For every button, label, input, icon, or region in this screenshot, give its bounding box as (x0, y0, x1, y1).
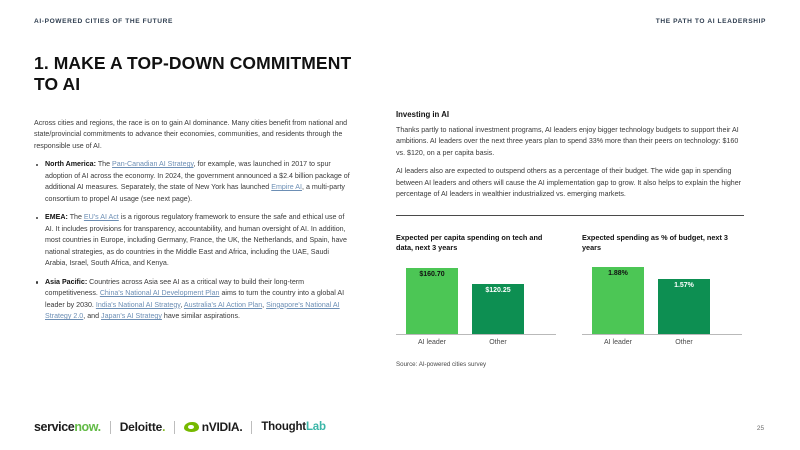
right-paragraph-2: AI leaders also are expected to outspend others as a percentage of their budget. The wide gap in spending between AI leaders and others will cause the AI implementation gap to grow. It also helps to explain the higher percentage of AI leaders in wealthier industrialized vs. emerging markets. (396, 167, 742, 199)
bar-value-label: 1.88% (608, 270, 628, 278)
bullet-text-segment: Countries across Asia see AI as a critical way to build their long-term competitiveness. (45, 277, 305, 298)
category-labels (582, 339, 742, 346)
bar-value-label: $120.25 (485, 287, 511, 295)
logo-separator (251, 421, 252, 434)
bullet-text-segment: , (180, 300, 184, 309)
logo-servicenow (34, 420, 101, 434)
running-header (34, 18, 766, 25)
category-labels (396, 339, 556, 346)
inline-link[interactable]: India's National AI Strategy (95, 300, 181, 309)
inline-link[interactable]: China's National AI Development Plan (99, 289, 220, 298)
panel-heading: Investing in AI (396, 110, 449, 119)
category-label: AI leader (603, 339, 633, 346)
bar-group (582, 260, 742, 334)
bar-value-label: $160.70 (419, 271, 445, 279)
inline-link[interactable]: Japan's AI Strategy (101, 312, 162, 321)
bullet-text-segment: have similar aspirations. (161, 312, 240, 321)
charts-container (396, 233, 744, 346)
header-left-text: AI-POWERED CITIES OF THE FUTURE (34, 18, 173, 25)
category-label: Other (489, 339, 507, 346)
bullet-text-segment: The (95, 160, 113, 169)
bullet-text-segment: , and (83, 312, 102, 321)
region-bullet-label: EMEA: (45, 213, 68, 222)
chart-source-note: Source: AI-powered cities survey (396, 361, 487, 368)
bullet-text-segment: The (67, 213, 84, 222)
region-bullet-item (34, 212, 352, 269)
thoughtlab-wordmark: ThoughtLab (261, 421, 326, 433)
region-bullet-label: North America: (45, 160, 96, 169)
bar (406, 268, 458, 334)
logo-nvidia (184, 420, 242, 434)
bar-column (406, 260, 458, 334)
footer-logo-bar (34, 420, 326, 434)
region-bullet-label: Asia Pacific: (45, 277, 88, 286)
logo-deloitte (120, 420, 166, 434)
bar-value-label: 1.57% (674, 281, 694, 289)
chart-title: Expected per capita spending on tech and data, next 3 years (396, 233, 543, 253)
servicenow-wordmark: servicenow. (34, 420, 101, 434)
chart-baseline-axis (396, 334, 556, 335)
logo-separator (174, 421, 175, 434)
bar-group (396, 260, 556, 334)
inline-link[interactable]: Australia's AI Action Plan (183, 300, 263, 309)
nvidia-wordmark: nVIDIA. (201, 420, 243, 434)
inline-link[interactable]: EU's AI Act (83, 213, 119, 222)
bar (592, 267, 644, 334)
logo-thoughtlab (261, 421, 325, 433)
deloitte-wordmark: Deloitte. (119, 420, 166, 434)
region-bullet-list (34, 159, 352, 322)
horizontal-divider (396, 215, 744, 216)
category-label: AI leader (417, 339, 447, 346)
region-bullet-item (34, 277, 352, 323)
logo-separator (110, 421, 111, 434)
chart-title: Expected spending as % of budget, next 3 years (582, 233, 728, 253)
bar-column (472, 260, 524, 334)
bullet-text-segment: , a multi-party consortium to propel AI usage (see next page). (45, 183, 345, 203)
bullet-text-segment: is a rigorous regulatory framework to ensure the safe and ethical use of AI. It includes provisions for transparency, accountability, and human oversight of AI. In addition, most countries in Europe, including Germany, France, the UK, the Netherlands, and Spain, have national strategies, as do countries in the Middle East and Africa, including the UAE, Saudi Arabia, Israel, South Africa, and Kenya. (45, 213, 347, 268)
bar-chart (396, 233, 556, 346)
bullet-text-segment: , (262, 300, 267, 309)
right-column (396, 110, 744, 368)
bullet-text-segment: , for example, was launched in 2017 to spur adoption of AI across the economy. In 2024, the government announced a $2.4 billion package of additional AI measures. Separately, the state of New York has launched (45, 160, 350, 192)
page-number: 25 (756, 425, 764, 432)
bar-chart (582, 233, 742, 346)
chart-baseline-axis (582, 334, 742, 335)
bullet-text-segment: aims to turn the country into a global AI leader by 2030. (45, 289, 345, 309)
right-paragraph-1: Thanks partly to national investment programs, AI leaders enjoy bigger technology budgets to support their AI ambitions. AI leaders over the next three years plan to spend 33% more than their peers on technology: $160 vs. $120, on a per capita basis. (396, 126, 739, 157)
bar-column (658, 260, 710, 334)
bar-column (592, 260, 644, 334)
inline-link[interactable]: Empire AI (271, 183, 302, 192)
category-label: Other (675, 339, 693, 346)
bar (658, 279, 710, 335)
region-bullet-item (34, 159, 352, 205)
nvidia-eye-icon (184, 422, 199, 432)
inline-link[interactable]: Singapore's National AI Strategy 2.0 (45, 300, 340, 321)
intro-paragraph: Across cities and regions, the race is on to gain AI dominance. Many cities benefit from national and state/provincial commitments to advance their economies, communities, and residents through the responsible use of AI. (34, 119, 348, 150)
header-right-text: THE PATH TO AI LEADERSHIP (655, 18, 766, 25)
page-title: 1. MAKE A TOP-DOWN COMMITMENT TO AI (34, 53, 352, 95)
inline-link[interactable]: Pan-Canadian AI Strategy (112, 160, 194, 169)
left-column (34, 118, 352, 330)
chart-plot-area (582, 260, 742, 334)
chart-plot-area (396, 260, 556, 334)
bar (472, 284, 524, 334)
